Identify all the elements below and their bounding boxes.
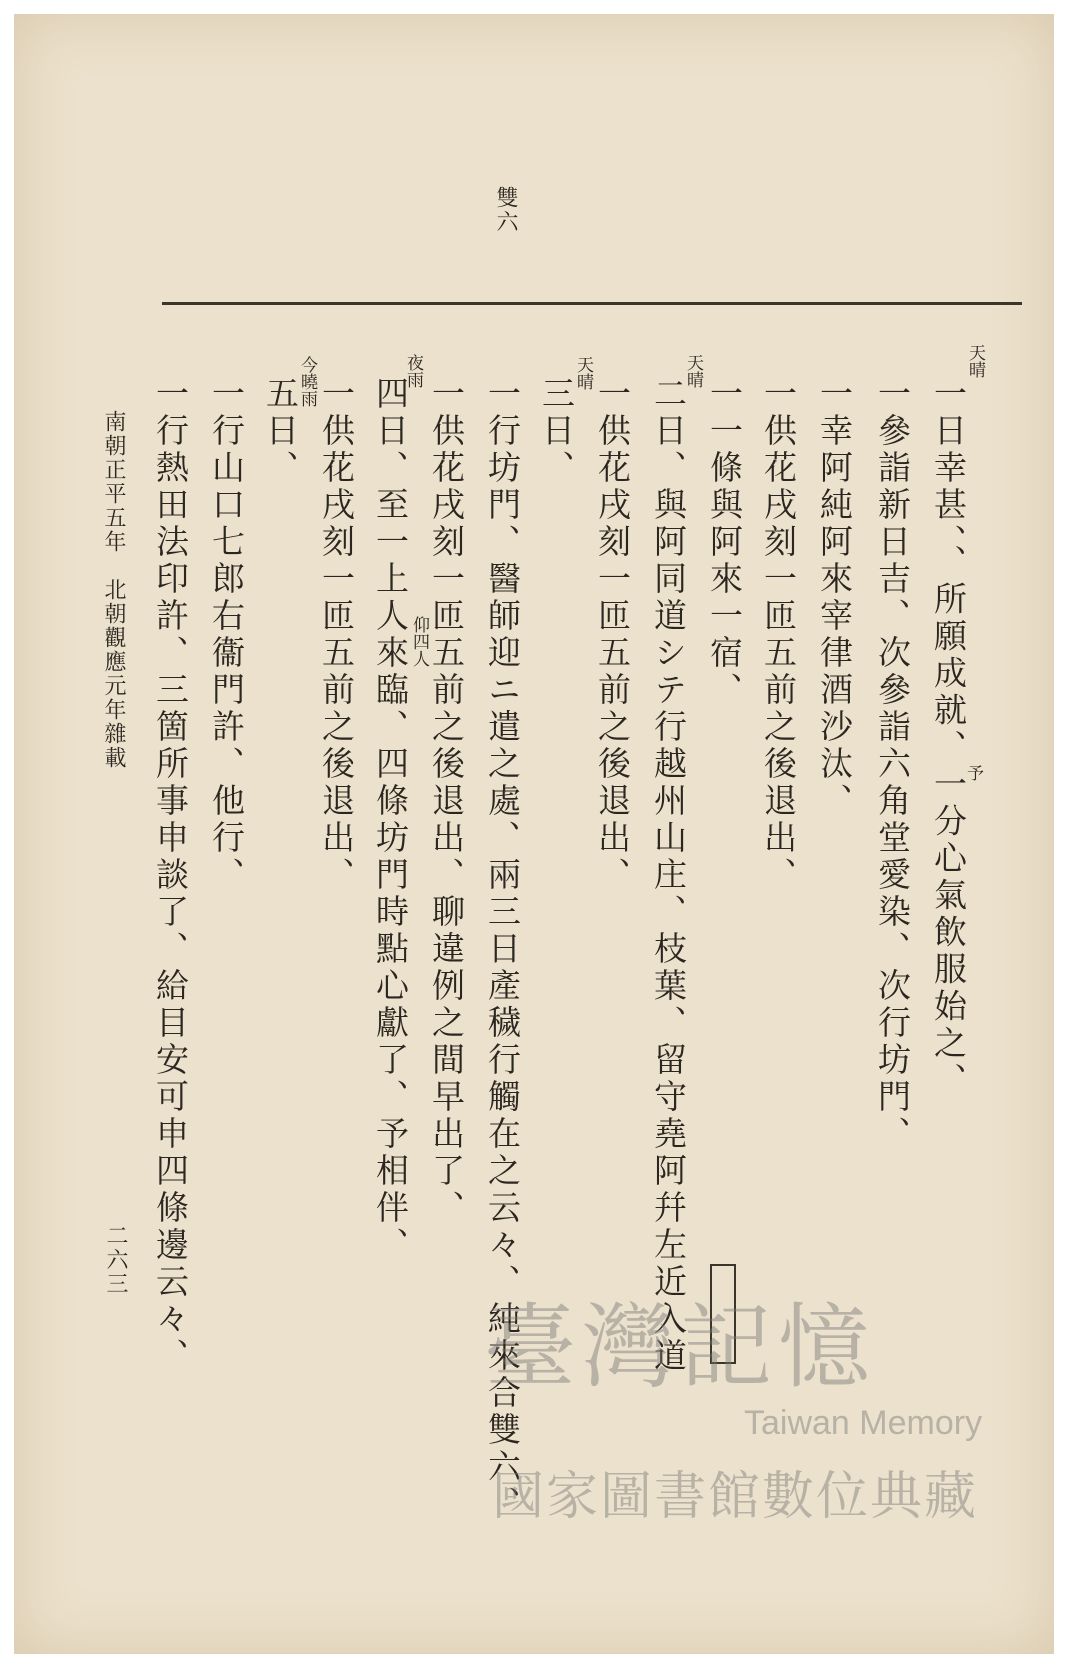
text-line-5: 一一條與阿來一宿、 [705, 376, 744, 709]
text-line-3: 一幸阿純阿來宰律酒沙汰、 [815, 376, 854, 820]
text-line-12: 一供花戌刻一匝五前之後退出、 [317, 376, 356, 894]
page-number: 二六三 [103, 1224, 128, 1296]
document-page [14, 14, 1054, 1654]
book-title: 南朝正平五年 北朝觀應元年雜載 [101, 410, 126, 770]
annotation-tenki-2: 天晴 [683, 354, 703, 388]
text-line-4: 一供花戌刻一匝五前之後退出、 [759, 376, 798, 894]
text-line-2: 一參詣新日吉、次參詣六角堂愛染、次行坊門、 [873, 376, 912, 1153]
annotation-yoru-ame: 夜雨 [403, 354, 423, 388]
text-line-15: 一行熱田法印許、三箇所事申談了、給目安可申四條邊云々、 [151, 376, 190, 1375]
text-line-6: 二日、與阿同道シテ行越州山庄、枝葉、留守堯阿幷左近入道 [649, 376, 688, 1375]
annotation-tenki-1: 天晴 [965, 344, 985, 378]
text-line-1: 一日幸甚、、所願成就、一分心氣飲服始之、 [929, 376, 968, 1100]
text-line-11: 四日、至一上人來臨、四條坊門時點心獻了、予相伴、 [371, 376, 410, 1264]
annotation-gyoshi: 仰四人 [409, 616, 429, 667]
annotation-yo: 予 [963, 764, 983, 781]
watermark-logo: 臺灣記憶 [484, 1294, 877, 1401]
text-line-14: 一行山口七郎右衞門許、他行、 [207, 376, 246, 894]
annotation-kongyo-ame: 今曉雨 [297, 356, 317, 407]
text-line-8: 三日、 [537, 376, 576, 487]
watermark-library: 國家圖書館數位典藏 [492, 1467, 979, 1527]
text-line-7: 一供花戌刻一匝五前之後退出、 [593, 376, 632, 894]
text-line-9: 一行坊門、醫師迎ニ遣之處、兩三日產穢行觸在之云々、純來合雙六、 [483, 376, 522, 1523]
text-line-10: 一供花戌刻一匝五前之後退出、聊違例之間早出了、 [427, 376, 466, 1227]
watermark-english: Taiwan Memory [744, 1404, 983, 1442]
header-rule [162, 302, 1022, 305]
running-title: 雙六 [493, 186, 518, 234]
annotation-tenki-3: 天晴 [573, 356, 593, 390]
text-line-13: 五日、 [261, 376, 300, 487]
